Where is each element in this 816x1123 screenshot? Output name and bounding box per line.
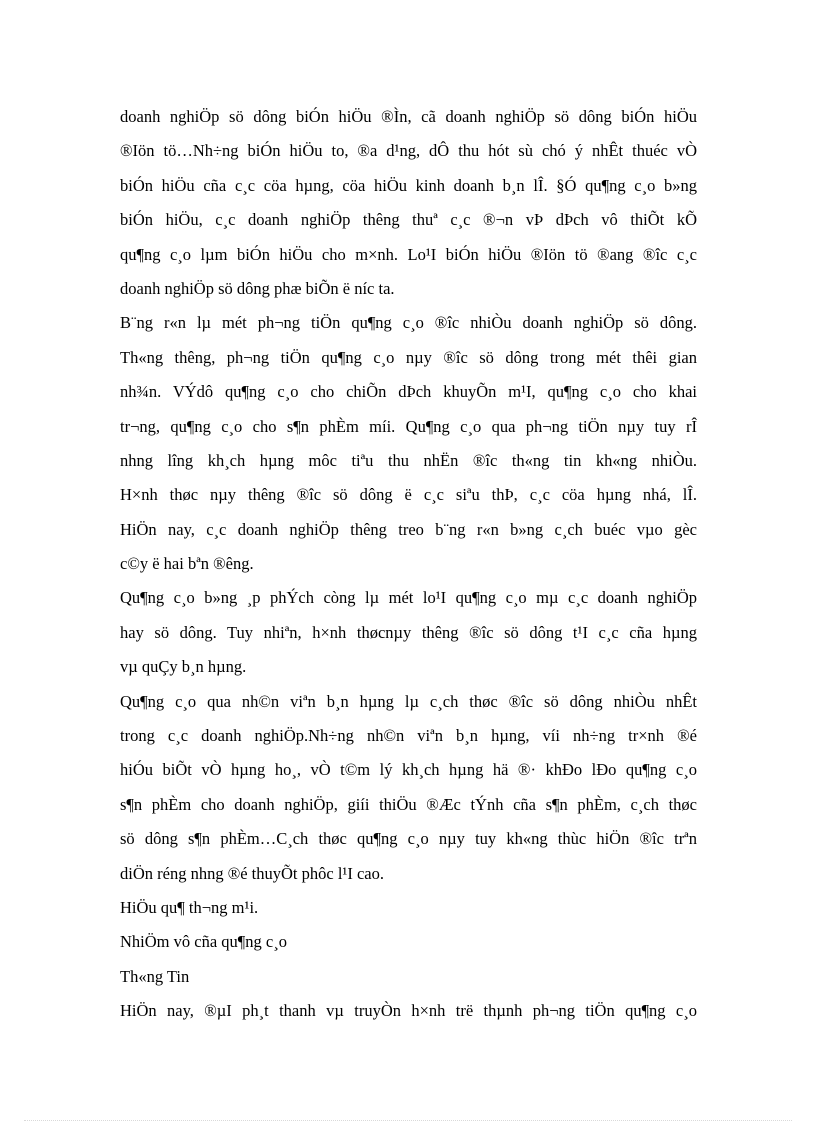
text-line: qu¶ng c¸o lµm biÓn hiÖu cho m×nh. Lo¹I biÓn hiÖu ®Iön tö ®ang ®îc c¸c xyxy=(120,244,697,264)
text-line: s¶n phÈm cho doanh nghiÖp, giíi thiÖu ®Æc tÝnh cña s¶n phÈm, c¸ch thøc xyxy=(120,794,697,814)
text-line: HiÖn nay, c¸c doanh nghiÖp thêng treo b¨ng r«n b»ng c¸ch buéc vµo gèc xyxy=(120,519,697,539)
text-line: c©y ë hai bªn ®êng. xyxy=(120,554,254,574)
text-line: B¨ng r«n lµ mét ph¬ng tiÖn qu¶ng c¸o ®îc nhiÒu doanh nghiÖp sö dông. xyxy=(120,313,697,333)
text-line: biÓn hiÖu, c¸c doanh nghiÖp thêng thuª c¸c ®¬n vÞ dÞch vô thiÕt kÕ xyxy=(120,210,697,230)
text-line: Qu¶ng c¸o b»ng ¸p phÝch còng lµ mét lo¹I qu¶ng c¸o mµ c¸c doanh nghiÖp xyxy=(120,588,697,608)
text-line: trong c¸c doanh nghiÖp.Nh÷ng nh©n viªn b¸n hµng, víi nh÷ng tr×nh ®é xyxy=(120,726,697,746)
text-line: ®Iön tö…Nh÷ng biÓn hiÖu to, ®a d¹ng, dÔ thu hót sù chó ý nhÊt thuéc vÒ xyxy=(120,141,697,161)
text-line: doanh nghiÖp sö dông biÓn hiÖu ®Ìn, cã doanh nghiÖp sö dông biÓn hiÖu xyxy=(120,107,697,126)
text-line: HiÖn nay, ®µI ph¸t thanh vµ truyÒn h×nh trë thµnh ph¬ng tiÖn qu¶ng c¸o xyxy=(120,1001,697,1021)
text-line: biÓn hiÖu cña c¸c cöa hµng, cöa hiÖu kinh doanh b¸n lÎ. §Ó qu¶ng c¸o b»ng xyxy=(120,175,697,195)
text-line: Th«ng Tin xyxy=(120,966,190,986)
text-line: NhiÖm vô cña qu¶ng c¸o xyxy=(120,932,287,952)
text-line: hiÓu biÕt vÒ hµng ho¸, vÒ t©m lý kh¸ch hµng hä ®· khÐo lÐo qu¶ng c¸o xyxy=(120,760,697,780)
text-line: doanh nghiÖp sö dông phæ biÕn ë níc ta. xyxy=(120,278,395,298)
page-bottom-divider xyxy=(24,1120,792,1121)
body-text xyxy=(120,100,697,1029)
text-line: tr¬ng, qu¶ng c¸o cho s¶n phÈm míi. Qu¶ng c¸o qua ph¬ng tiÖn nµy tuy rÎ xyxy=(120,416,697,436)
text-line: vµ quÇy b¸n hµng. xyxy=(120,657,247,677)
text-line: sö dông s¶n phÈm…C¸ch thøc qu¶ng c¸o nµy tuy kh«ng thùc hiÖn ®îc trªn xyxy=(120,829,697,849)
text-line: Th«ng thêng, ph¬ng tiÖn qu¶ng c¸o nµy ®îc sö dông trong mét thêi gian xyxy=(120,347,697,367)
text-line: H×nh thøc nµy thêng ®îc sö dông ë c¸c siªu thÞ, c¸c cöa hµng nhá, lÎ. xyxy=(120,485,697,505)
text-line: Qu¶ng c¸o qua nh©n viªn b¸n hµng lµ c¸ch thøc ®îc sö dông nhiÒu nhÊt xyxy=(120,691,697,711)
text-line: HiÖu qu¶ th¬ng m¹i. xyxy=(120,897,259,917)
text-line: diÖn réng nhng ®é thuyÕt phôc l¹I cao. xyxy=(120,863,385,883)
text-line: hay sö dông. Tuy nhiªn, h×nh thøcnµy thêng ®îc sö dông t¹I c¸c cña hµng xyxy=(120,622,697,642)
text-line: nh¾n. VÝdô qu¶ng c¸o cho chiÕn dÞch khuyÕn m¹I, qu¶ng c¸o cho khai xyxy=(120,382,697,402)
text-line: nhng lîng kh¸ch hµng môc tiªu thu nhËn ®îc th«ng tin kh«ng nhiÒu. xyxy=(120,450,697,470)
